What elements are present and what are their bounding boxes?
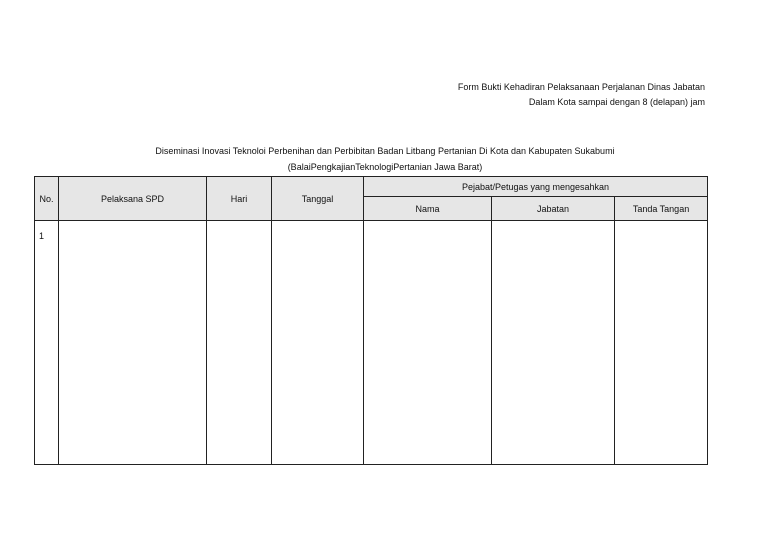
form-header xyxy=(458,80,705,110)
cell-tanggal[interactable] xyxy=(272,221,364,465)
header-pejabat-group: Pejabat/Petugas yang mengesahkan xyxy=(364,177,708,197)
cell-jabatan[interactable] xyxy=(492,221,615,465)
header-tanggal: Tanggal xyxy=(272,177,364,221)
header-jabatan: Jabatan xyxy=(492,197,615,221)
attendance-table xyxy=(34,176,708,465)
document-title xyxy=(0,143,768,175)
header-hari: Hari xyxy=(207,177,272,221)
header-nama: Nama xyxy=(364,197,492,221)
cell-hari[interactable] xyxy=(207,221,272,465)
header-tanda-tangan: Tanda Tangan xyxy=(615,197,708,221)
header-pelaksana-spd: Pelaksana SPD xyxy=(59,177,207,221)
cell-tanda-tangan[interactable] xyxy=(615,221,708,465)
cell-no: 1 xyxy=(35,221,59,465)
document-title-sub: (BalaiPengkajianTeknologiPertanian Jawa Barat) xyxy=(287,162,483,172)
form-header-line2: Dalam Kota sampai dengan 8 (delapan) jam xyxy=(528,97,705,107)
document-title-main: Diseminasi Inovasi Teknoloi Perbenihan dan Perbibitan Badan Litbang Pertanian Di Kota dan Kabupaten Sukabumi xyxy=(155,146,615,156)
cell-pelaksana-spd[interactable] xyxy=(59,221,207,465)
form-header-line1: Form Bukti Kehadiran Pelaksanaan Perjalanan Dinas Jabatan xyxy=(457,82,705,92)
header-no: No. xyxy=(35,177,59,221)
cell-nama[interactable] xyxy=(364,221,492,465)
table-row xyxy=(35,221,708,465)
